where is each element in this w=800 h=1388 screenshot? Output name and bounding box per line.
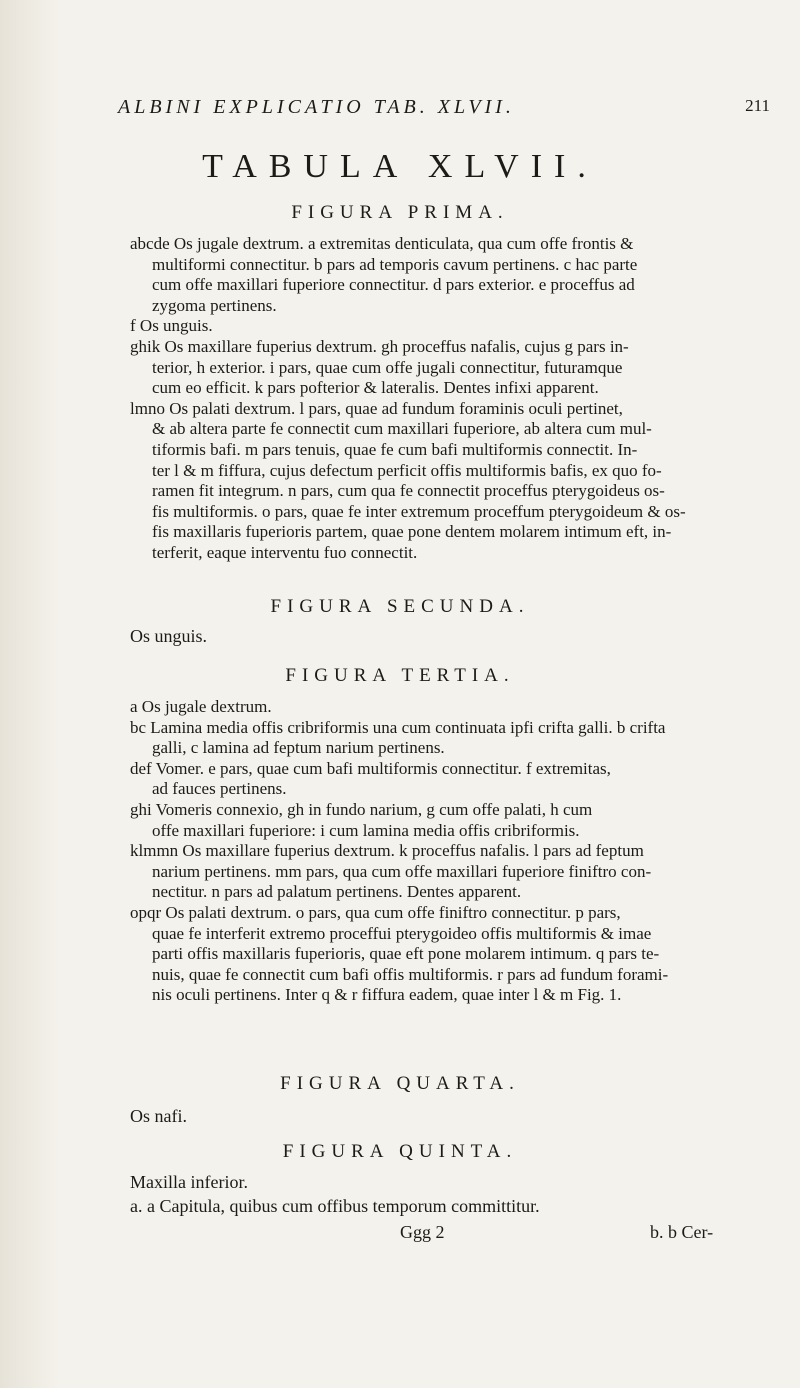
- catchword: b. b Cer-: [650, 1222, 714, 1242]
- tabula-title: TABULA XLVII.: [202, 148, 598, 185]
- entry-continuation-line: nuis, quae fe connectit cum bafi offis multiformis. r pars ad fundum forami-: [152, 964, 669, 984]
- entry-continuation-line: parti offis maxillaris fuperioris, quae eft pone molarem intimum. q pars te-: [152, 944, 660, 964]
- figura-secunda-heading: FIGURA SECUNDA.: [270, 596, 530, 617]
- figura-quarta-heading: FIGURA QUARTA.: [280, 1073, 520, 1094]
- entry-continuation-line: galli, c lamina ad feptum narium pertinens.: [152, 738, 445, 758]
- entry-continuation-line: ter l & m fiffura, cujus defectum perficit offis multiformis bafis, ex quo fo-: [152, 460, 662, 480]
- entry-line: ghi Vomeris connexio, gh in fundo narium, g cum offe palati, h cum: [130, 799, 593, 819]
- figura-secunda-text: Os unguis.: [130, 626, 208, 646]
- entry-line: def Vomer. e pars, quae cum bafi multiformis connectitur. f extremitas,: [130, 758, 611, 778]
- entry-line: lmno Os palati dextrum. l pars, quae ad fundum foraminis oculi pertinet,: [130, 398, 623, 418]
- figura-quarta-text: Os nafi.: [130, 1106, 187, 1126]
- figura-quinta-heading: FIGURA QUINTA.: [282, 1141, 518, 1162]
- entry-continuation-line: terior, h exterior. i pars, quae cum offe jugali connectitur, futuramque: [152, 357, 623, 377]
- entry-continuation-line: cum eo efficit. k pars pofterior & lateralis. Dentes infixi apparent.: [152, 378, 599, 398]
- figura-prima-text: [130, 234, 790, 564]
- figura-tertia-heading: FIGURA TERTIA.: [285, 665, 515, 686]
- figura-quinta-line-1: Maxilla inferior.: [130, 1172, 248, 1192]
- signature-mark: Ggg 2: [400, 1222, 445, 1242]
- entry-line: bc Lamina media offis cribriformis una cum continuata ipfi crifta galli. b crifta: [130, 717, 666, 737]
- entry-continuation-line: offe maxillari fuperiore: i cum lamina media offis cribriformis.: [152, 820, 580, 840]
- entry-continuation-line: terferit, eaque interventu fuo connectit.: [152, 542, 418, 562]
- entry-continuation-line: fis multiformis. o pars, quae fe inter extremum proceffum pterygoideum & os-: [152, 501, 686, 521]
- entry-continuation-line: quae fe interferit extremo proceffui pterygoideo offis multiformis & imae: [152, 923, 652, 943]
- entry-continuation-line: ramen fit integrum. n pars, cum qua fe connectit proceffus pterygoideus os-: [152, 481, 665, 501]
- figura-prima-heading: FIGURA PRIMA.: [291, 202, 509, 223]
- entry-continuation-line: zygoma pertinens.: [152, 295, 277, 315]
- entry-continuation-line: nis oculi pertinens. Inter q & r fiffura eadem, quae inter l & m Fig. 1.: [152, 985, 622, 1005]
- page-number: 211: [745, 96, 770, 115]
- entry-continuation-line: narium pertinens. mm pars, qua cum offe maxillari fuperiore finiftro con-: [152, 861, 652, 881]
- entry-continuation-line: tiformis bafi. m pars tenuis, quae fe cum bafi multiformis connectit. In-: [152, 439, 638, 459]
- figura-quinta-line-2: a. a Capitula, quibus cum offibus temporum committitur.: [130, 1196, 540, 1216]
- entry-line: a Os jugale dextrum.: [130, 697, 272, 716]
- entry-line: f Os unguis.: [130, 316, 213, 336]
- running-head-title: ALBINI EXPLICATIO TAB. XLVII.: [118, 96, 515, 118]
- entry-continuation-line: nectitur. n pars ad palatum pertinens. Dentes apparent.: [152, 882, 522, 902]
- entry-line: ghik Os maxillare fuperius dextrum. gh proceffus nafalis, cujus g pars in-: [130, 336, 629, 356]
- entry-continuation-line: ad fauces pertinens.: [152, 779, 287, 799]
- entry-line: klmmn Os maxillare fuperius dextrum. k proceffus nafalis. l pars ad feptum: [130, 841, 644, 861]
- entry-line: opqr Os palati dextrum. o pars, qua cum offe finiftro connectitur. p pars,: [130, 902, 621, 922]
- entry-continuation-line: fis maxillaris fuperioris partem, quae pone dentem molarem intimum eft, in-: [152, 522, 672, 542]
- entry-line: abcde Os jugale dextrum. a extremitas denticulata, qua cum offe frontis &: [130, 234, 634, 253]
- entry-continuation-line: cum offe maxillari fuperiore connectitur. d pars exterior. e proceffus ad: [152, 275, 635, 295]
- entry-continuation-line: & ab altera parte fe connectit cum maxillari fuperiore, ab altera cum mul-: [152, 419, 652, 439]
- running-head: [118, 96, 770, 126]
- entry-continuation-line: multiformi connectitur. b pars ad temporis cavum pertinens. c hac parte: [152, 254, 638, 274]
- figura-tertia-text: [130, 697, 790, 1006]
